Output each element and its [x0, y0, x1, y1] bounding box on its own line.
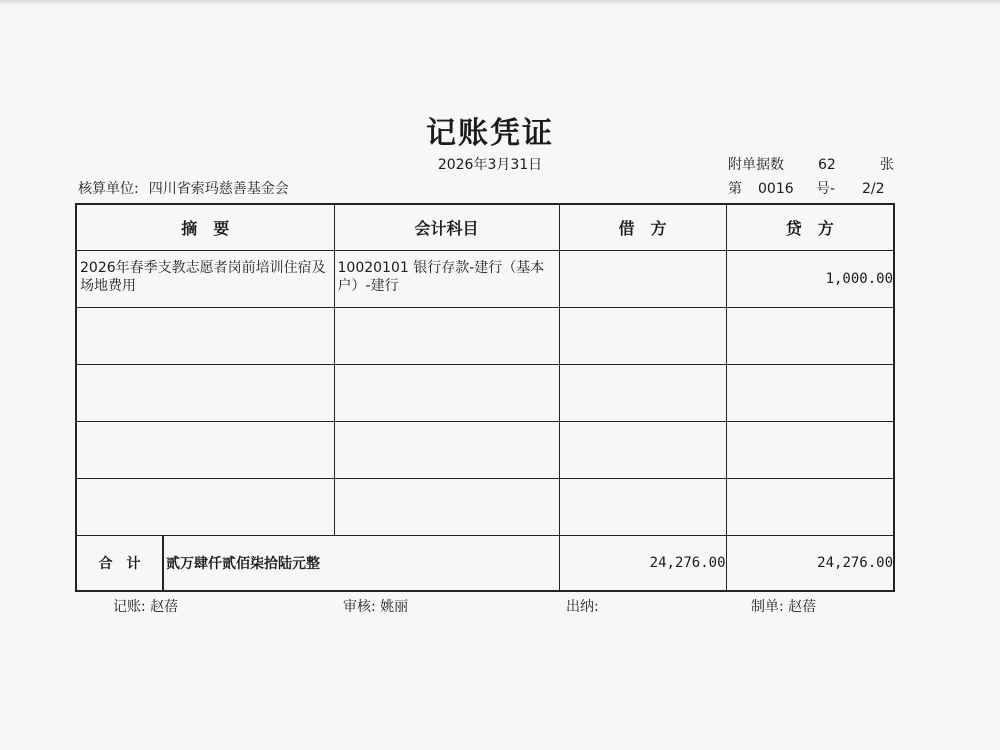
- voucher-page: 2/2: [862, 181, 885, 197]
- row-account-text: 10020101 银行存款-建行（基本户）-建行: [337, 260, 545, 294]
- row-account: [334, 251, 559, 308]
- row-summary: [76, 251, 334, 308]
- table-header-row: [76, 204, 894, 251]
- attachment-count: [728, 154, 894, 174]
- row-summary: [76, 479, 334, 536]
- total-debit: 24,276.00: [559, 536, 726, 592]
- row-debit: [559, 479, 726, 536]
- attachment-label: 附单据数: [728, 157, 784, 173]
- row-debit: [559, 308, 726, 365]
- row-credit: [726, 422, 894, 479]
- row-credit: [726, 308, 894, 365]
- total-amount-words: 贰万肆仟贰佰柒拾陆元整: [163, 536, 559, 592]
- voucher-date: 2026年3月31日: [437, 157, 543, 173]
- table-row: [76, 422, 894, 479]
- row-account: [334, 308, 559, 365]
- table-row: [76, 308, 894, 365]
- row-debit: [559, 251, 726, 308]
- signature-bookkeeper: [113, 596, 178, 616]
- row-debit: [559, 365, 726, 422]
- accounting-unit-value: 四川省索玛慈善基金会: [148, 181, 289, 197]
- header-summary: 摘 要: [76, 204, 334, 251]
- voucher-number-suffix: 号-: [816, 181, 836, 197]
- row-credit: [726, 479, 894, 536]
- table-row: [76, 479, 894, 536]
- row-summary: [76, 365, 334, 422]
- reviewer-label: 审核:: [343, 599, 376, 615]
- attachment-unit: 张: [880, 157, 894, 173]
- table-row: [76, 365, 894, 422]
- accounting-unit: [78, 178, 289, 198]
- row-account: [334, 422, 559, 479]
- total-row: [76, 536, 894, 592]
- row-debit: [559, 422, 726, 479]
- accounting-unit-label: 核算单位:: [78, 181, 139, 197]
- header-credit: 贷 方: [726, 204, 894, 251]
- voucher-title: 记账凭证: [426, 116, 554, 151]
- bookkeeper-label: 记账:: [113, 599, 146, 615]
- preparer-name: 赵蓓: [788, 599, 817, 615]
- row-credit: 1,000.00: [726, 251, 894, 308]
- row-account: [334, 479, 559, 536]
- header-debit: 借 方: [559, 204, 726, 251]
- signature-preparer: [751, 596, 816, 616]
- header-account: 会计科目: [334, 204, 559, 251]
- signature-reviewer: [343, 596, 408, 616]
- cashier-label: 出纳:: [566, 599, 599, 615]
- row-summary: [76, 308, 334, 365]
- total-credit: 24,276.00: [726, 536, 894, 592]
- reviewer-name: 姚丽: [380, 599, 409, 615]
- voucher-number-value: 0016: [758, 181, 794, 197]
- row-credit: [726, 365, 894, 422]
- preparer-label: 制单:: [751, 599, 784, 615]
- voucher-number: [728, 178, 885, 198]
- voucher-table: [75, 203, 895, 592]
- row-summary: [76, 422, 334, 479]
- table-row: [76, 251, 894, 308]
- bookkeeper-name: 赵蓓: [150, 599, 179, 615]
- row-summary-text: 2026年春季支教志愿者岗前培训住宿及场地费用: [80, 260, 326, 294]
- voucher-number-prefix: 第: [728, 181, 742, 197]
- attachment-number: 62: [818, 157, 836, 173]
- scan-edge: [0, 0, 1000, 6]
- total-label: 合 计: [76, 536, 163, 592]
- signature-cashier: [566, 596, 599, 616]
- row-account: [334, 365, 559, 422]
